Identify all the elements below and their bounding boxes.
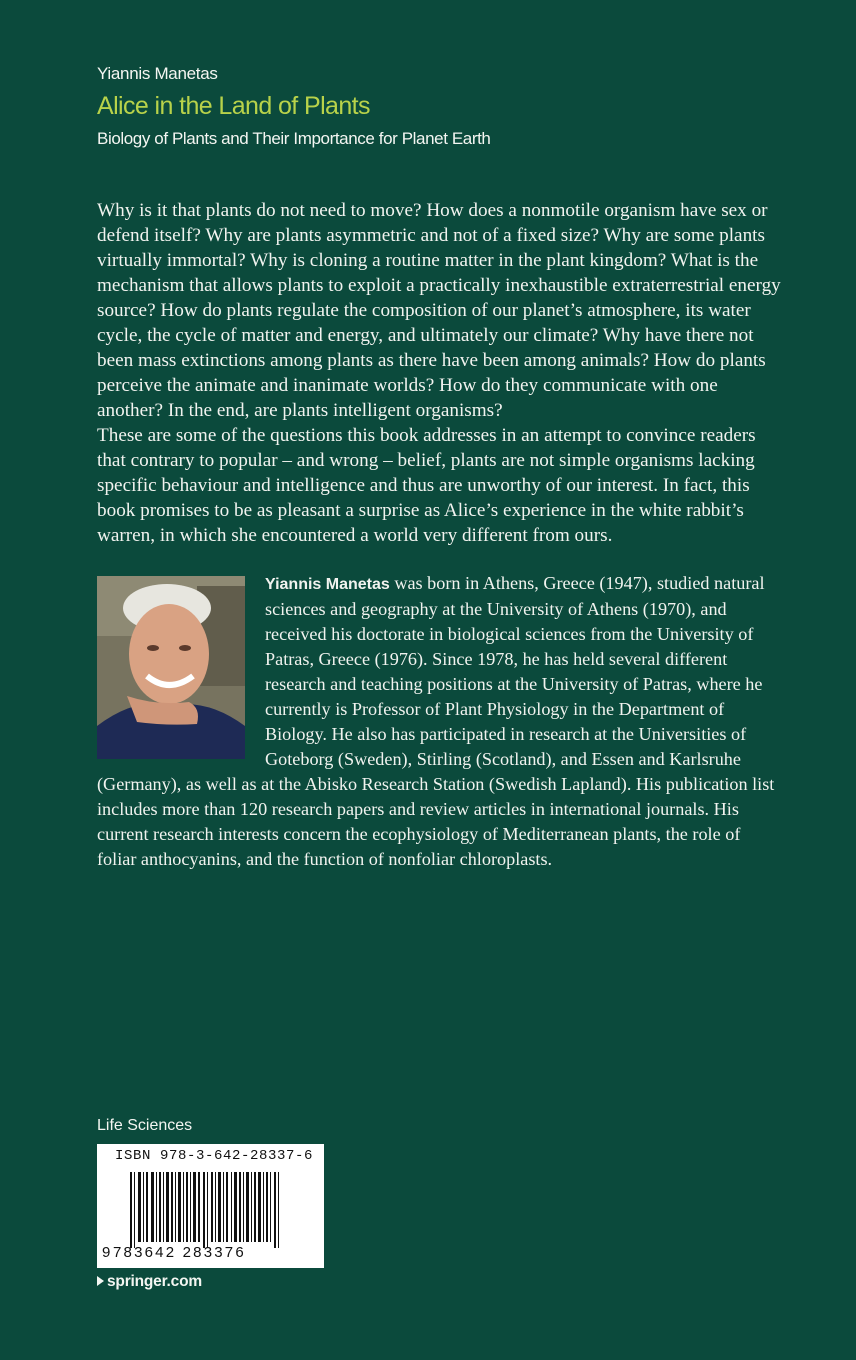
isbn-barcode <box>97 1144 324 1268</box>
isbn-number: ISBN 978-3-642-28337-6 <box>115 1148 314 1164</box>
subject-category: Life Sciences <box>97 1117 193 1134</box>
publisher-website[interactable] <box>97 1273 202 1291</box>
author-bio <box>97 571 783 872</box>
author-portrait <box>97 576 245 759</box>
barcode-digits: 783642 283376 <box>113 1244 246 1261</box>
bio-author-name: Yiannis Manetas <box>265 576 390 593</box>
book-title: Alice in the Land of Plants <box>97 92 370 120</box>
blurb-paragraph-questions: Why is it that plants do not need to move? How does a nonmotile organism have sex or defend itself? Why are plants asymmetric and not of a fixed size? Why are some plants virtually immortal? Why is cloning a routine matter in the plant kingdom? What is the mechanism that allows plants to exploit a practically inexhaustible extraterrestrial energy source? How do plants regulate the composition of our planet’s atmosphere, its water cycle, the cycle of matter and energy, and ultimately our climate? Why have there not been mass extinctions among plants as there have been among animals? How do plants perceive the animate and inanimate worlds? How do they communicate with one another? In the end, are plants intelligent organisms? <box>97 200 781 421</box>
author-name: Yiannis Manetas <box>97 64 218 83</box>
website-label[interactable]: springer.com <box>107 1273 202 1290</box>
arrow-right-icon <box>97 1276 104 1286</box>
blurb-paragraph-summary: These are some of the questions this book addresses in an attempt to convince readers that contrary to popular – and wrong – belief, plants are not simple organisms lacking specific behaviour and intelligence and thus are unworthy of our interest. In fact, this book promises to be as pleasant a surprise as Alice’s experience in the white rabbit’s warren, in which she encountered a world very different from ours. <box>97 425 756 546</box>
author-photo-icon <box>97 576 245 759</box>
bio-text: was born in Athens, Greece (1947), studied natural sciences and geography at the University of Athens (1970), and received his doctorate in biological sciences from the University of Patras, Greece (1976). Since 1978, he has held several different research and teaching positions at the University of Patras, where he currently is Professor of Plant Physiology in the Department of Biology. He also has participated in research at the Universities of Goteborg (Sweden), Stirling (Scotland), and Essen and Karlsruhe (Germany), as well as at the Abisko Research Station (Swedish Lapland). His publication list includes more than 120 research papers and review articles in international journals. His current research interests concern the ecophysiology of Mediterranean plants, the role of foliar anthocyanins, and the function of nonfoliar chloroplasts. <box>97 573 775 869</box>
book-blurb <box>97 198 783 548</box>
book-subtitle: Biology of Plants and Their Importance for Planet Earth <box>97 129 491 148</box>
barcode-first-digit: 9 <box>102 1244 111 1261</box>
